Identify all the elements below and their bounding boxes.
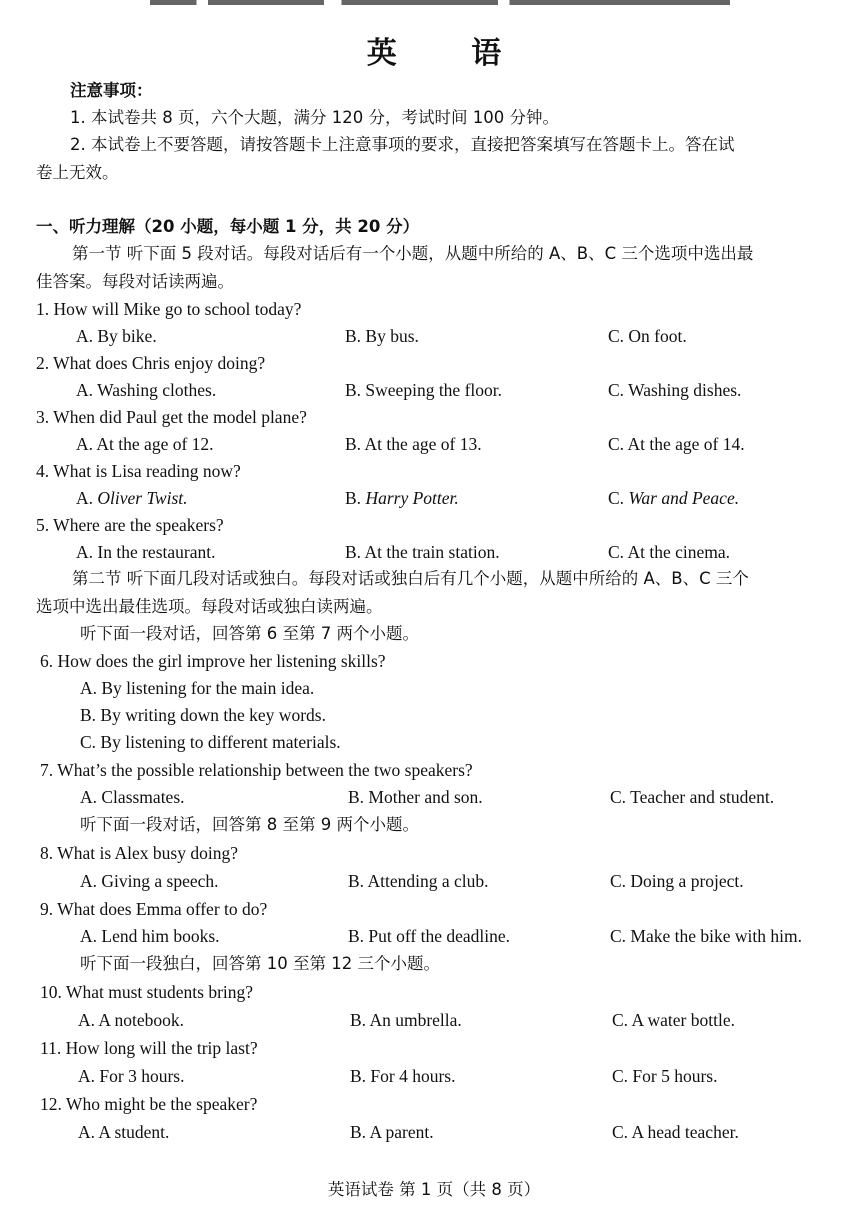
question-6-option-c: C. By listening to different materials.: [80, 732, 341, 752]
question-9-option-b: B. Put off the deadline.: [348, 926, 511, 946]
question-1-option-a: A. By bike.: [76, 326, 157, 346]
page-footer: 英语试卷 第 1 页（共 8 页）: [327, 1180, 541, 1199]
page-title: 英 语: [366, 36, 534, 71]
question-2-option-b: B. Sweeping the floor.: [345, 380, 502, 400]
question-6-option-a: A. By listening for the main idea.: [80, 678, 315, 698]
question-8: 8. What is Alex busy doing?: [40, 843, 238, 863]
question-2-option-c: C. Washing dishes.: [608, 380, 742, 400]
question-8-option-c: C. Doing a project.: [610, 871, 744, 891]
question-9: 9. What does Emma offer to do?: [40, 899, 268, 919]
question-8-option-b: B. Attending a club.: [348, 871, 489, 891]
question-3: 3. When did Paul get the model plane?: [36, 407, 307, 427]
question-11: 11. How long will the trip last?: [40, 1038, 258, 1058]
notice-heading: 注意事项：: [70, 81, 153, 100]
question-10-option-c: C. A water bottle.: [612, 1010, 735, 1030]
question-12-option-b: B. A parent.: [350, 1122, 434, 1142]
book-title-oliver-twist: Oliver Twist.: [97, 488, 188, 508]
question-1-option-b: B. By bus.: [345, 326, 419, 346]
cropped-header-strip: [150, 0, 730, 5]
question-10-option-b: B. An umbrella.: [350, 1010, 462, 1030]
question-12-option-a: A. A student.: [78, 1122, 170, 1142]
question-7-option-a: A. Classmates.: [80, 787, 185, 807]
book-title-war-and-peace: War and Peace.: [628, 488, 740, 508]
part-2-instruction-line-1: 第二节 听下面几段对话或独白。每段对话或独白后有几个小题，从题中所给的 A、B、C 三个: [72, 569, 749, 588]
option-b-letter: B.: [345, 488, 366, 508]
section-1-heading: 一、听力理解（20 小题，每小题 1 分，共 20 分）: [36, 217, 420, 236]
question-5: 5. Where are the speakers?: [36, 515, 224, 535]
intro-questions-6-7: 听下面一段对话，回答第 6 至第 7 两个小题。: [80, 624, 419, 643]
question-7-option-c: C. Teacher and student.: [610, 787, 775, 807]
question-4-option-b: [345, 487, 459, 509]
question-1: 1. How will Mike go to school today?: [36, 299, 302, 319]
question-7-option-b: B. Mother and son.: [348, 787, 483, 807]
part-2-instruction-line-2: 选项中选出最佳选项。每段对话或独白读两遍。: [36, 597, 383, 616]
question-6: 6. How does the girl improve her listening skills?: [40, 651, 386, 671]
question-10-option-a: A. A notebook.: [78, 1010, 184, 1030]
part-1-instruction-line-1: 第一节 听下面 5 段对话。每段对话后有一个小题，从题中所给的 A、B、C 三个选项中选出最: [72, 244, 754, 263]
question-5-option-b: B. At the train station.: [345, 542, 500, 562]
question-6-option-b: B. By writing down the key words.: [80, 705, 326, 725]
question-3-option-b: B. At the age of 13.: [345, 434, 482, 454]
part-1-instruction-line-2: 佳答案。每段对话读两遍。: [36, 272, 234, 291]
question-4: 4. What is Lisa reading now?: [36, 461, 241, 481]
question-2: 2. What does Chris enjoy doing?: [36, 353, 266, 373]
question-7: 7. What’s the possible relationship between the two speakers?: [40, 760, 473, 780]
question-8-option-a: A. Giving a speech.: [80, 871, 219, 891]
question-11-option-c: C. For 5 hours.: [612, 1066, 718, 1086]
question-4-option-c: [608, 487, 739, 509]
question-3-option-c: C. At the age of 14.: [608, 434, 745, 454]
question-11-option-b: B. For 4 hours.: [350, 1066, 456, 1086]
notice-item-1: 1. 本试卷共 8 页，六个大题，满分 120 分，考试时间 100 分钟。: [70, 108, 559, 127]
intro-questions-10-12: 听下面一段独白，回答第 10 至第 12 三个小题。: [80, 954, 440, 973]
question-9-option-a: A. Lend him books.: [80, 926, 220, 946]
option-a-letter: A.: [76, 488, 98, 508]
question-12-option-c: C. A head teacher.: [612, 1122, 739, 1142]
question-4-option-a: [76, 487, 188, 509]
question-2-option-a: A. Washing clothes.: [76, 380, 217, 400]
question-9-option-c: C. Make the bike with him.: [610, 926, 802, 946]
question-5-option-a: A. In the restaurant.: [76, 542, 216, 562]
question-1-option-c: C. On foot.: [608, 326, 687, 346]
intro-questions-8-9: 听下面一段对话，回答第 8 至第 9 两个小题。: [80, 815, 419, 834]
question-12: 12. Who might be the speaker?: [40, 1094, 258, 1114]
question-11-option-a: A. For 3 hours.: [78, 1066, 185, 1086]
book-title-harry-potter: Harry Potter.: [365, 488, 459, 508]
notice-item-2-line-2: 卷上无效。: [36, 163, 119, 182]
option-c-letter: C.: [608, 488, 629, 508]
question-5-option-c: C. At the cinema.: [608, 542, 730, 562]
question-10: 10. What must students bring?: [40, 982, 254, 1002]
question-3-option-a: A. At the age of 12.: [76, 434, 214, 454]
notice-item-2-line-1: 2. 本试卷上不要答题，请按答题卡上注意事项的要求，直接把答案填写在答题卡上。答在试: [70, 135, 735, 154]
